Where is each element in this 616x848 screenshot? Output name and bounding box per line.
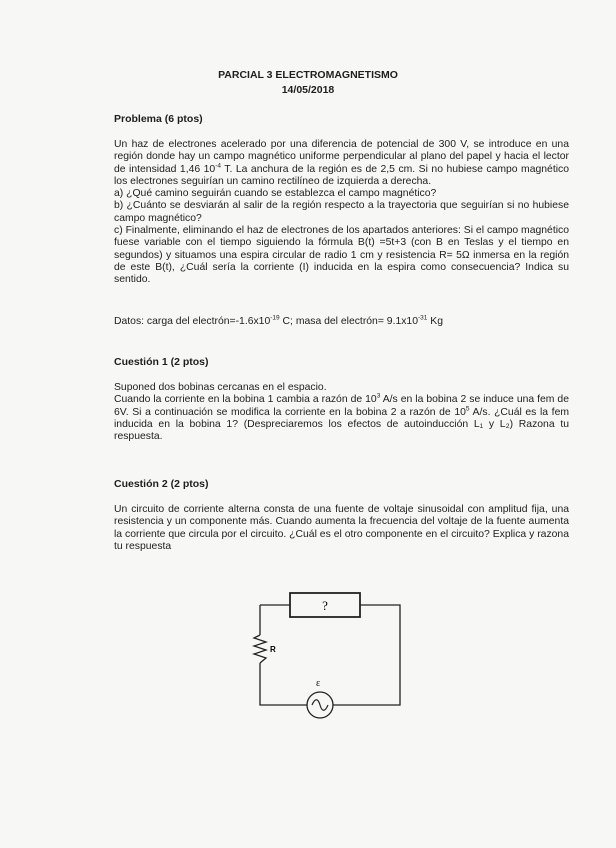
- circuit-wires: [260, 605, 400, 705]
- exam-date: 14/05/2018: [281, 84, 335, 96]
- problema-intro: Un haz de electrones acelerado por una diferencia de potencial de 300 V, se introduce en una región donde hay un campo magnético uniforme perpendicular al plano del papel y hacia el lector de intensidad 1,46 $10^{-4}$ T. La anchura de la región es de 2,5 cm. Si no hubiese campo magnético los electrones seguirían un camino rectilíneo de izquierda a derecha.: [114, 139, 569, 187]
- cuestion2-title: Cuestión 2 (2 ptos): [114, 478, 209, 490]
- cuestion1-body: Cuando la corriente en la bobina 1 cambia a razón de $10^3$ A/s en la bobina 2 se induce una fem de 6V. Si a continuación se modifica la corriente en la bobina 2 a razón de $10^5$ A/s. ¿Cuál es la fem inducida en la bobina 1? (Despreciaremos los efectos de autoinducción L₁ y L₂) Razona tu respuesta.: [114, 392, 570, 443]
- problema-text: [114, 139, 569, 287]
- source-label: ε: [316, 678, 321, 689]
- exam-title: PARCIAL 3 ELECTROMAGNETISMO: [218, 69, 398, 81]
- problema-title: Problema (6 ptos): [114, 113, 203, 125]
- circuit-diagram: [250, 585, 410, 725]
- unknown-component-label: ?: [322, 598, 328, 613]
- problema-datos: Datos: carga del $electrón=-1.6x10^{-19}$ C; masa del electrón= $9.1x10^{-31}$ Kg: [114, 314, 444, 327]
- cuestion1-title: Cuestión 1 (2 ptos): [114, 356, 209, 368]
- sine-wave-icon: [312, 700, 328, 711]
- cuestion2-text: Un circuito de corriente alterna consta de una fuente de voltaje sinusoidal con amplitud fija, una resistencia y un componente más. Cuando aumenta la frecuencia del voltaje de la fuente aumenta la corriente que circula por el circuito. ¿Cuál es el otro componente en el circuito? Explica y razona tu respuesta: [114, 504, 569, 552]
- cuestion1-line1: Suponed dos bobinas cercanas en el espacio.: [114, 382, 327, 393]
- problema-part-b: b) ¿Cuánto se desviarán al salir de la región respecto a la trayectoria que seguirían si no hubiese campo magnético?: [114, 200, 569, 224]
- problema-part-c: c) Finalmente, eliminando el haz de electrones de los apartados anteriores: Si el campo magnético fuese variable con el tiempo siguiendo la fórmula B(t) =5t+3 (con B en Teslas y el tiempo en segundos) y situamos una espira circular de radio 1 cm y resistencia R= 5Ω inmersa en la región de este B(t), ¿Cuál sería la corriente (I) inducida en la espira como consecuencia? Indica su sentido.: [114, 225, 569, 286]
- problema-part-a: a) ¿Qué camino seguirán cuando se establezca el campo magnético?: [114, 188, 437, 200]
- cuestion1-text: [114, 382, 569, 443]
- resistor-symbol: [254, 635, 266, 663]
- resistor-label: R: [270, 645, 276, 654]
